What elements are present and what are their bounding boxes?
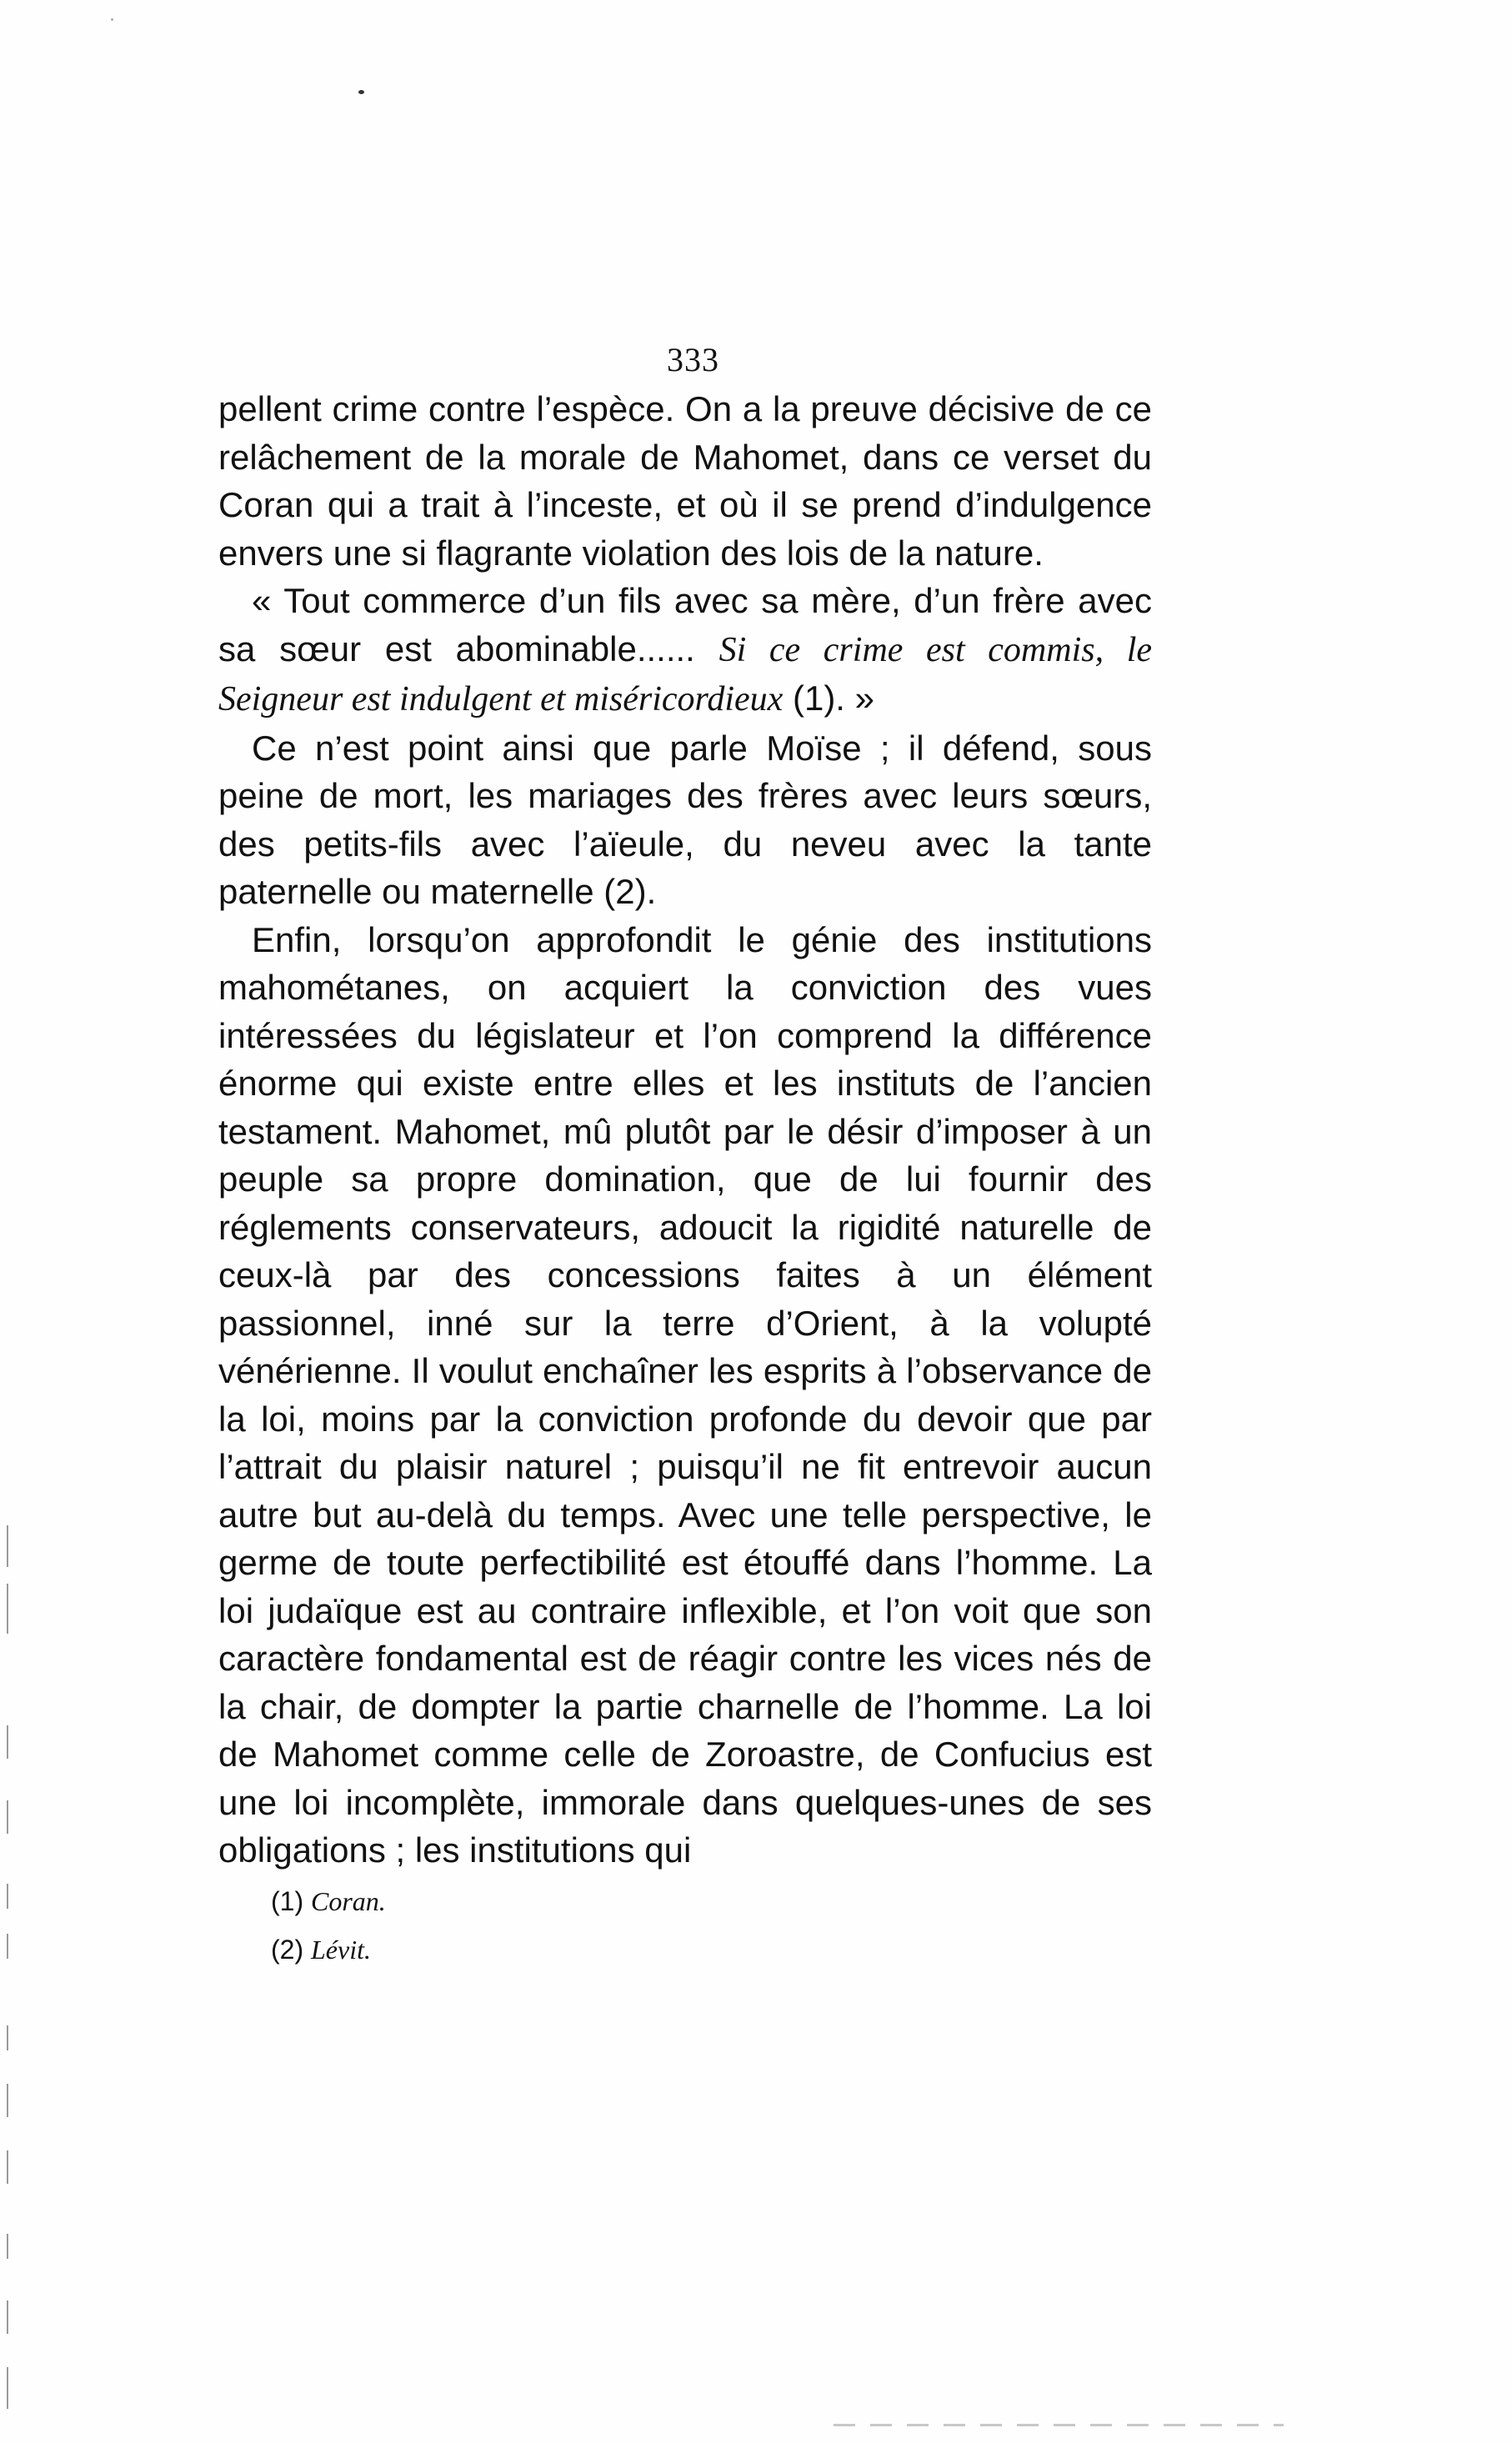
margin-scan-mark — [7, 2300, 8, 2334]
footnote-marker: (2) — [271, 1935, 304, 1965]
paragraph-continuation: pellent crime contre l’espèce. On a la preuve décisive de ce relâchement de la morale de Mahomet, dans ce verset du Coran qui a trait à l’inceste, et où il se prend d’indulgence envers une si flagrante violation des lois de la nature. — [218, 389, 1152, 573]
margin-scan-mark — [7, 2084, 8, 2117]
quote-ref: (1). » — [792, 678, 874, 718]
footnote-1 — [271, 1877, 386, 1925]
margin-scan-mark — [7, 1934, 8, 1959]
ink-speck — [358, 90, 364, 94]
margin-scan-mark — [7, 1525, 8, 1567]
paragraph-institutions: Enfin, lorsqu’on approfondit le génie des institutions mahométanes, on acquiert la conviction des vues intéressées du législateur et l’on comprend la différence énorme qui existe entre elles et les instituts de l’ancien testament. Mahomet, mû plutôt par le désir d’imposer à un peuple sa propre domination, que de lui fournir des réglements conservateurs, adoucit la rigidité naturelle de ceux-là par des concessions faites à un élément passionnel, inné sur la terre d’Orient, à la volupté vénérienne. Il voulut enchaîner les esprits à l’observance de la loi, moins par la conviction profonde du devoir que par l’attrait du plaisir naturel ; puisqu’il ne fit entrevoir aucun autre but au-delà du temps. Avec une telle perspective, le germe de toute perfectibilité est étouffé dans l’homme. La loi judaïque est au contraire inflexible, et l’on voit que son caractère fondamental est de réagir contre les vices nés de la chair, de dompter la partie charnelle de l’homme. La loi de Mahomet comme celle de Zoroastre, de Confucius est une loi incomplète, immorale dans quelques-unes de ses obligations ; les institutions qui — [218, 919, 1152, 1870]
margin-scan-mark — [7, 2150, 8, 2184]
quote-italic: Si ce crime est commis, le Seigneur est indulgent et miséricordieux — [218, 630, 1152, 718]
margin-scan-mark — [7, 1725, 8, 1759]
quote-text: « Tout commerce d’un fils avec sa mère, d’un frère avec sa sœur est abominable...... — [218, 581, 1152, 668]
ink-speck — [111, 18, 113, 21]
margin-scan-mark — [7, 1584, 8, 1634]
margin-scan-mark — [7, 1884, 8, 1909]
footnotes — [271, 1877, 386, 1974]
body-text — [218, 385, 1152, 1875]
paragraph-moses: Ce n’est point ainsi que parle Moïse ; il défend, sous peine de mort, les mariages des frères avec leurs sœurs, des petits-fils avec l’aïeule, du neveu avec la tante paternelle ou maternelle (2). — [218, 728, 1152, 911]
margin-scan-mark — [7, 2367, 8, 2409]
margin-scan-mark — [7, 2025, 8, 2050]
quran-quote — [218, 577, 1152, 724]
footnote-text: Coran. — [311, 1886, 386, 1916]
bottom-scan-dashes — [834, 2424, 1284, 2426]
margin-scan-mark — [7, 2234, 8, 2259]
footnote-2 — [271, 1925, 386, 1974]
footnote-text: Lévit. — [311, 1935, 371, 1965]
margin-scan-mark — [7, 1800, 8, 1834]
footnote-marker: (1) — [271, 1886, 304, 1916]
page-number: 333 — [667, 341, 719, 378]
